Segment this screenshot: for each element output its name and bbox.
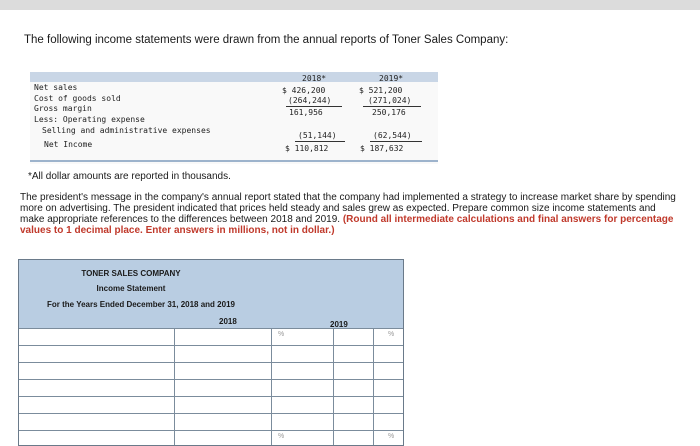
selling-admin-2018: (51,144) bbox=[298, 131, 337, 140]
percent-2018-input[interactable] bbox=[271, 431, 333, 446]
amount-2018-input[interactable] bbox=[174, 346, 271, 362]
percent-2019-input[interactable] bbox=[373, 329, 404, 345]
selling-2019-underline bbox=[370, 141, 422, 142]
amount-2018-input[interactable] bbox=[174, 414, 271, 430]
amount-2019-input[interactable] bbox=[333, 380, 373, 396]
percent-2019-input[interactable] bbox=[373, 363, 404, 379]
top-band bbox=[0, 0, 700, 10]
instructions-text: The president's message in the company's annual report stated that the company had implemented a strategy to increase market share by spending more on advertising. The president indicated that prices held steady and sales grew as expected. Prepare common size income statements and make appropriate references to the differences between 2018 and 2019. bbox=[20, 192, 676, 225]
answer-row bbox=[19, 328, 403, 345]
amount-2019-input[interactable] bbox=[333, 431, 373, 446]
rounding-instructions: (Round all intermediate calculations and final answers for percentage values to 1 decimal place. Enter answers in millions, not in dollar.) bbox=[20, 214, 674, 236]
line-item-input[interactable] bbox=[19, 380, 174, 396]
answer-period: For the Years Ended December 31, 2018 and 2019 bbox=[47, 300, 235, 309]
answer-row bbox=[19, 413, 403, 430]
footnote: *All dollar amounts are reported in thousands. bbox=[28, 171, 231, 182]
answer-statement-title: Income Statement bbox=[96, 284, 166, 293]
answer-row bbox=[19, 362, 403, 379]
percent-sign-2018: % bbox=[278, 331, 285, 338]
percent-2019-input[interactable] bbox=[373, 431, 404, 446]
cogs-2018: (264,244) bbox=[288, 96, 332, 105]
line-item-input[interactable] bbox=[19, 346, 174, 362]
cogs-2018-underline bbox=[286, 106, 342, 107]
answer-year-2018: 2018 bbox=[219, 317, 237, 326]
percent-2018-input[interactable] bbox=[271, 397, 333, 413]
income-statement-image bbox=[30, 72, 438, 164]
answer-row bbox=[19, 430, 403, 446]
amount-2018-input[interactable] bbox=[174, 363, 271, 379]
row-label-net-sales: Net sales bbox=[34, 83, 78, 92]
row-label-cogs: Cost of goods sold bbox=[34, 94, 121, 103]
percent-2018-input[interactable] bbox=[271, 346, 333, 362]
gross-margin-2018: 161,956 bbox=[289, 108, 323, 117]
amount-2019-input[interactable] bbox=[333, 414, 373, 430]
line-item-input[interactable] bbox=[19, 431, 174, 446]
answer-row bbox=[19, 396, 403, 413]
amount-2019-input[interactable] bbox=[333, 397, 373, 413]
net-sales-2019: $ 521,200 bbox=[359, 86, 403, 95]
answer-year-2019: 2019 bbox=[330, 320, 348, 329]
percent-2018-input[interactable] bbox=[271, 363, 333, 379]
row-label-net-income: Net Income bbox=[44, 140, 93, 149]
net-income-2018: $ 110,812 bbox=[285, 144, 329, 153]
percent-sign-2019: % bbox=[388, 331, 395, 338]
percent-2019-input[interactable] bbox=[373, 346, 404, 362]
net-income-2019: $ 187,632 bbox=[360, 144, 404, 153]
percent-2019-input[interactable] bbox=[373, 414, 404, 430]
amount-2018-input[interactable] bbox=[174, 397, 271, 413]
year-2019-heading: 2019* bbox=[379, 74, 404, 83]
instructions-paragraph bbox=[20, 192, 680, 236]
percent-sign-2018: % bbox=[278, 433, 285, 440]
cogs-2019-underline bbox=[363, 106, 421, 107]
amount-2018-input[interactable] bbox=[174, 329, 271, 345]
percent-2018-input[interactable] bbox=[271, 329, 333, 345]
statement-header-band bbox=[30, 72, 438, 82]
percent-2018-input[interactable] bbox=[271, 414, 333, 430]
percent-2019-input[interactable] bbox=[373, 397, 404, 413]
line-item-input[interactable] bbox=[19, 397, 174, 413]
line-item-input[interactable] bbox=[19, 363, 174, 379]
selling-2018-underline bbox=[295, 141, 345, 142]
amount-2019-input[interactable] bbox=[333, 346, 373, 362]
percent-2019-input[interactable] bbox=[373, 380, 404, 396]
line-item-input[interactable] bbox=[19, 329, 174, 345]
line-item-input[interactable] bbox=[19, 414, 174, 430]
year-2018-heading: 2018* bbox=[302, 74, 327, 83]
gross-margin-2019: 250,176 bbox=[372, 108, 406, 117]
percent-sign-2019: % bbox=[388, 433, 395, 440]
amount-2018-input[interactable] bbox=[174, 380, 271, 396]
answer-company-name: TONER SALES COMPANY bbox=[81, 269, 181, 278]
common-size-answer-table bbox=[18, 259, 404, 446]
row-label-gross-margin: Gross margin bbox=[34, 104, 92, 113]
amount-2019-input[interactable] bbox=[333, 329, 373, 345]
selling-admin-2019: (62,544) bbox=[373, 131, 412, 140]
amount-2018-input[interactable] bbox=[174, 431, 271, 446]
row-label-selling-admin: Selling and administrative expenses bbox=[42, 126, 211, 135]
statement-bottom-rule bbox=[30, 160, 438, 162]
net-sales-2018: $ 426,200 bbox=[282, 86, 326, 95]
row-label-operating-expense: Less: Operating expense bbox=[34, 115, 145, 124]
question-text: The following income statements were drawn from the annual reports of Toner Sales Company: bbox=[24, 34, 509, 46]
amount-2019-input[interactable] bbox=[333, 363, 373, 379]
cogs-2019: (271,024) bbox=[368, 96, 412, 105]
answer-row bbox=[19, 345, 403, 362]
answer-row bbox=[19, 379, 403, 396]
percent-2018-input[interactable] bbox=[271, 380, 333, 396]
